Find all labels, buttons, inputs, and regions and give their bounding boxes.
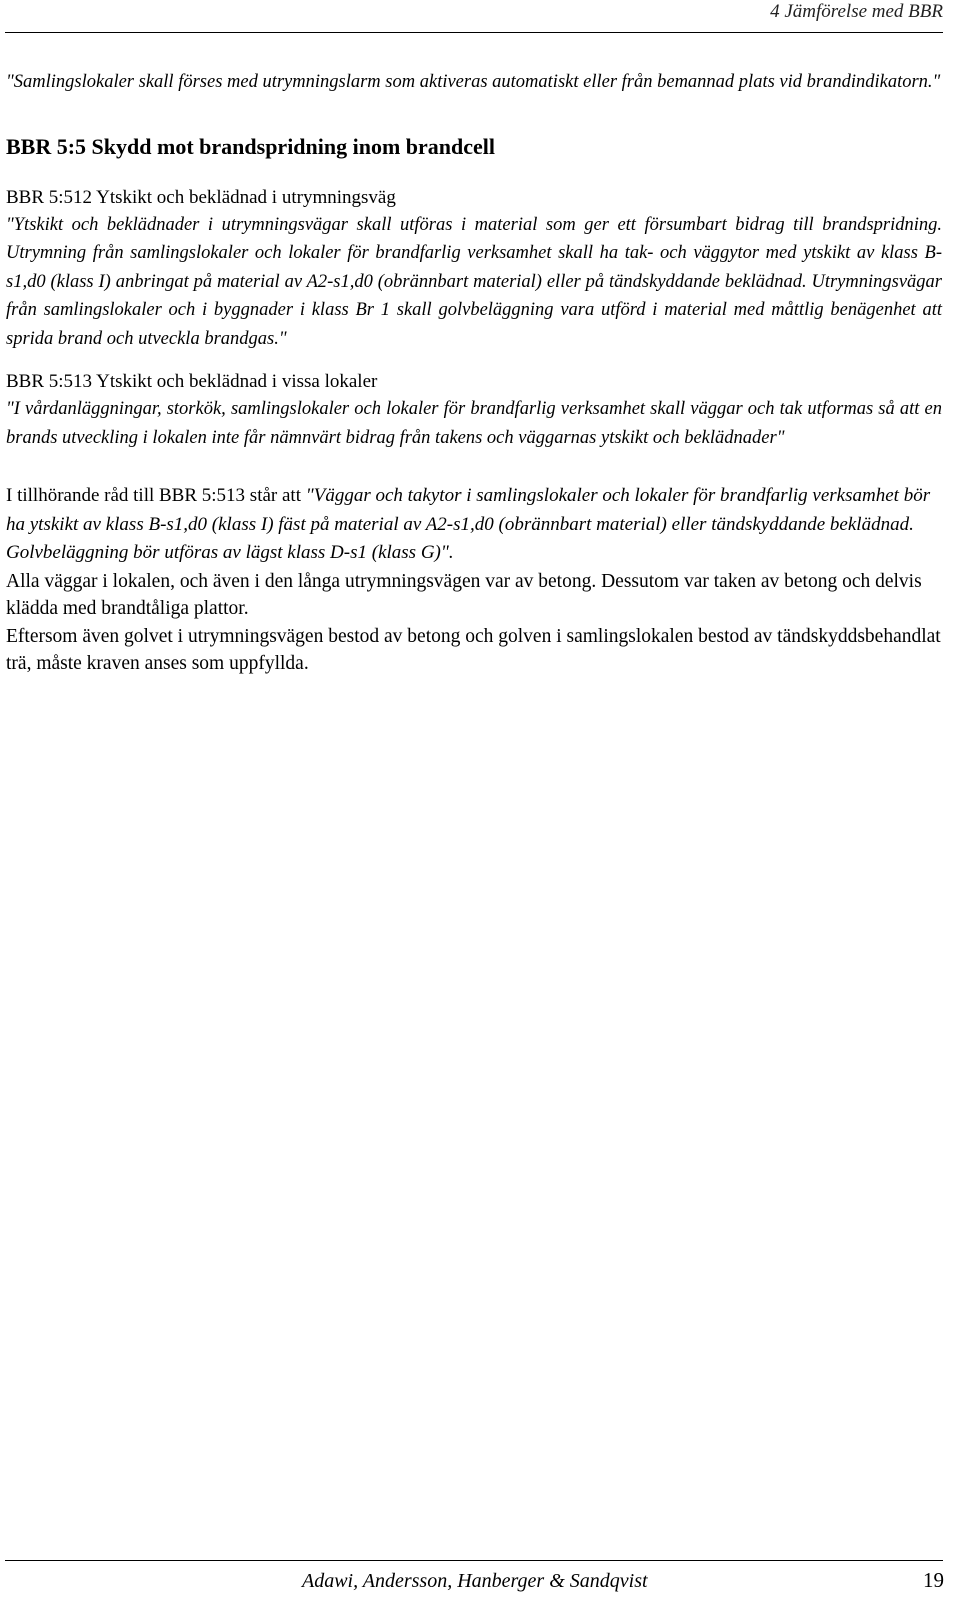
advice-lead: I tillhörande råd till BBR 5:513 står att bbox=[6, 485, 306, 506]
section-heading: BBR 5:5 Skydd mot brandspridning inom brandcell bbox=[6, 133, 496, 159]
page-content bbox=[6, 68, 942, 678]
intro-quote: "Samlingslokaler skall förses med utrymningslarm som aktiveras automatiskt eller från bemannad plats vid brandindikatorn." bbox=[6, 72, 941, 92]
advice-quote: "Väggar och takytor i samlingslokaler och lokaler för brandfarlig verksamhet bör ha ytskikt av klass B-s1,d0 (klass I) fäst på material av A2-s1,d0 (obrännbart material) eller tändskyddande beklädnad. Golvbeläggning bör utföras av lägst klass D-s1 (klass G)". bbox=[6, 485, 931, 563]
running-header: 4 Jämförelse med BBR bbox=[770, 1, 943, 22]
body-paragraph: Alla väggar i lokalen, och även i den långa utrymningsvägen var av betong. Dessutom var taken av betong och delvis klädda med brandtåliga plattor. bbox=[6, 570, 922, 619]
subsection-quote: "Ytskikt och beklädnader i utrymningsvägar skall utföras i material som ger ett försumbart bidrag till brandspridning. Utrymning från samlingslokaler och lokaler för brandfarlig verksamhet skall ha tak- och väggytor med ytskikt av klass B-s1,d0 (klass I) anbringat på material av A2-s1,d0 (obrännbart material) eller på tändskyddande beklädnad. Utrymningsvägar från samlingslokaler och i byggnader i klass Br 1 skall golvbeläggning vara utförd i material med måttlig benägenhet att sprida brand och utveckla brandgas." bbox=[6, 214, 942, 349]
page-number: 19 bbox=[923, 1568, 944, 1592]
footer-rule bbox=[5, 1560, 943, 1561]
advice-paragraph bbox=[6, 482, 942, 568]
subsection-5-513 bbox=[6, 369, 942, 452]
subsection-5-512 bbox=[6, 185, 942, 354]
subsection-quote: "I vårdanläggningar, storkök, samlingslokaler och lokaler för brandfarlig verksamhet skall väggar och tak utformas så att en brands utveckling i lokalen inte får nämnvärt bidrag från takens och väggarnas ytskikt och beklädnader" bbox=[6, 399, 942, 448]
subsection-title: BBR 5:512 Ytskikt och beklädnad i utrymningsväg bbox=[6, 186, 396, 208]
body-paragraph: Eftersom även golvet i utrymningsvägen bestod av betong och golven i samlingslokalen bestod av tändskyddsbehandlat trä, måste kraven anses som uppfyllda. bbox=[6, 625, 941, 674]
footer-authors: Adawi, Andersson, Hanberger & Sandqvist bbox=[302, 1570, 648, 1592]
header-rule bbox=[5, 32, 943, 33]
subsection-title: BBR 5:513 Ytskikt och beklädnad i vissa lokaler bbox=[6, 371, 378, 392]
